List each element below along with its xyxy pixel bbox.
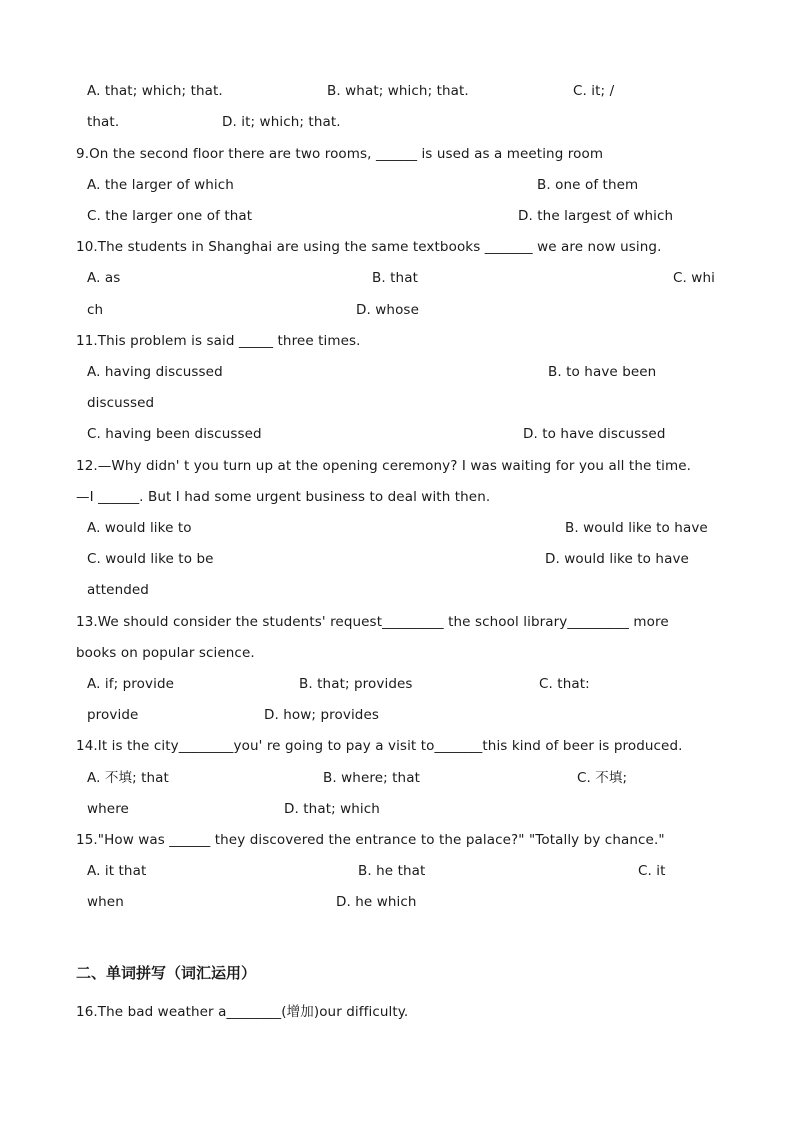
text-line: B. that; provides [299, 676, 413, 692]
text-line: when [87, 894, 124, 910]
text-line: 11.This problem is said _____ three times. [76, 333, 361, 349]
text-line: C. having been discussed [87, 426, 262, 442]
text-line: D. whose [356, 302, 419, 318]
text-line: where [87, 801, 129, 817]
section-heading: 二、单词拼写（词汇运用） [76, 964, 257, 982]
text-line: attended [87, 582, 149, 598]
text-line: B. to have been [548, 364, 657, 380]
text-line: C. 不填; [577, 770, 628, 786]
text-line: D. how; provides [264, 707, 380, 723]
text-line: C. the larger one of that [87, 208, 253, 224]
text-line: discussed [87, 395, 155, 411]
text-line: A. would like to [87, 520, 192, 536]
text-line: A. as [87, 270, 121, 286]
text-line: 15."How was ______ they discovered the entrance to the palace?" "Totally by chance." [76, 832, 665, 848]
text-line: 16.The bad weather a________(增加)our difficulty. [76, 1004, 409, 1020]
text-line: D. he which [336, 894, 417, 910]
text-line: —I ______. But I had some urgent business to deal with then. [76, 489, 491, 505]
text-line: books on popular science. [76, 645, 255, 661]
text-line: 10.The students in Shanghai are using the same textbooks _______ we are now using. [76, 239, 662, 255]
text-line: D. would like to have [545, 551, 689, 567]
text-line: A. it that [87, 863, 147, 879]
text-line: 14.It is the city________you' re going to pay a visit to_______this kind of beer is produced. [76, 738, 683, 754]
text-line: C. whi [673, 270, 715, 286]
text-line: D. the largest of which [518, 208, 674, 224]
text-line: C. that: [539, 676, 590, 692]
text-line: B. he that [358, 863, 426, 879]
text-line: B. what; which; that. [327, 83, 469, 99]
text-line: B. where; that [323, 770, 420, 786]
text-line: B. one of them [537, 177, 639, 193]
text-line: A. the larger of which [87, 177, 234, 193]
text-line: that. [87, 114, 120, 130]
text-line: C. would like to be [87, 551, 214, 567]
text-line: ch [87, 302, 104, 318]
text-line: B. would like to have [565, 520, 708, 536]
text-line: A. if; provide [87, 676, 175, 692]
text-line: A. 不填; that [87, 770, 169, 786]
text-line: D. that; which [284, 801, 380, 817]
text-line: A. having discussed [87, 364, 223, 380]
text-line: 12.—Why didn' t you turn up at the opening ceremony? I was waiting for you all the time. [76, 458, 692, 474]
text-line: C. it [638, 863, 666, 879]
text-line: provide [87, 707, 139, 723]
text-line: A. that; which; that. [87, 83, 223, 99]
text-line: D. to have discussed [523, 426, 666, 442]
text-line: C. it; / [573, 83, 615, 99]
text-line: 9.On the second floor there are two rooms, ______ is used as a meeting room [76, 146, 604, 162]
text-line: 13.We should consider the students' request_________ the school library_________ more [76, 614, 669, 630]
text-line: D. it; which; that. [222, 114, 341, 130]
text-line: B. that [372, 270, 418, 286]
